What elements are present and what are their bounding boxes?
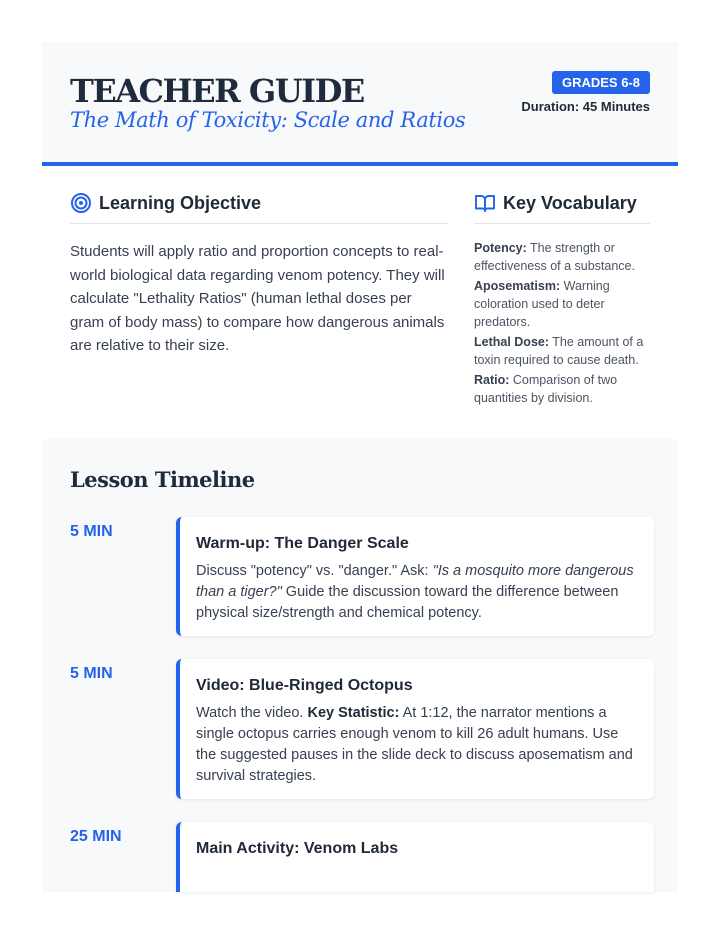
vocab-term: Potency: [474,241,527,255]
vocabulary-list [474,239,654,409]
step-title: Main Activity: Venom Labs [196,840,399,857]
learning-objective-header [70,192,448,224]
duration-label: Duration: 45 Minutes [521,99,650,114]
vocab-term: Aposematism: [474,279,561,293]
timeline-title: Lesson Timeline [70,467,255,492]
step-description [196,703,640,787]
key-vocabulary-header [474,192,650,224]
book-open-icon [474,192,496,214]
vocab-item-ratio [474,371,654,407]
vocab-term: Lethal Dose: [474,335,550,349]
learning-objective-heading: Learning Objective [99,192,262,213]
target-icon [70,192,92,214]
step-title: Warm-up: The Danger Scale [196,535,409,552]
vocab-item-lethal-dose [474,333,654,369]
step-text: Guide the discussion toward the difference between physical size/strength and chemical potency. [196,584,619,621]
vocab-definition: The strength or effectiveness of a substance. [474,241,635,273]
vocab-term: Ratio: [474,373,510,387]
timeline-step-video [176,659,654,799]
step-quote: "Is a mosquito more dangerous than a tiger?" [196,563,634,600]
vocab-item-aposematism [474,277,654,331]
learning-objective-text: Students will apply ratio and proportion concepts to real-world biological data regarding venom potency. They will calculate "Lethality Ratios" (human lethal doses per gram of body mass) to compare how dangerous animals are relative to their size. [70,243,445,354]
timeline-step-main-activity [176,822,654,892]
step-title: Video: Blue-Ringed Octopus [196,677,413,694]
step-duration: 5 MIN [70,665,113,682]
vocab-definition: The amount of a toxin required to cause death. [474,335,644,367]
vocab-definition: Comparison of two quantities by division. [474,373,618,405]
lesson-timeline [42,439,678,892]
step-duration: 5 MIN [70,523,113,540]
timeline-step-warmup [176,517,654,636]
vocab-item-potency [474,239,654,275]
grade-badge: GRADES 6-8 [552,71,650,94]
page-subtitle: The Math of Toxicity: Scale and Ratios [70,108,466,132]
step-description [196,561,640,624]
guide-header [42,42,678,166]
step-text: Watch the video. [196,705,308,721]
step-key-statistic: Key Statistic: [307,705,400,721]
step-text: Discuss "potency" vs. "danger." Ask: [196,563,433,579]
key-vocabulary-heading: Key Vocabulary [503,192,637,213]
page-title: TEACHER GUIDE [70,72,364,110]
step-text: At 1:12, the narrator mentions a single octopus carries enough venom to kill 26 adult humans. Use the suggested pauses in the slide deck to discuss aposematism and survival strategies. [196,705,633,784]
step-duration: 25 MIN [70,828,122,845]
vocab-definition: Warning coloration used to deter predators. [474,279,610,329]
